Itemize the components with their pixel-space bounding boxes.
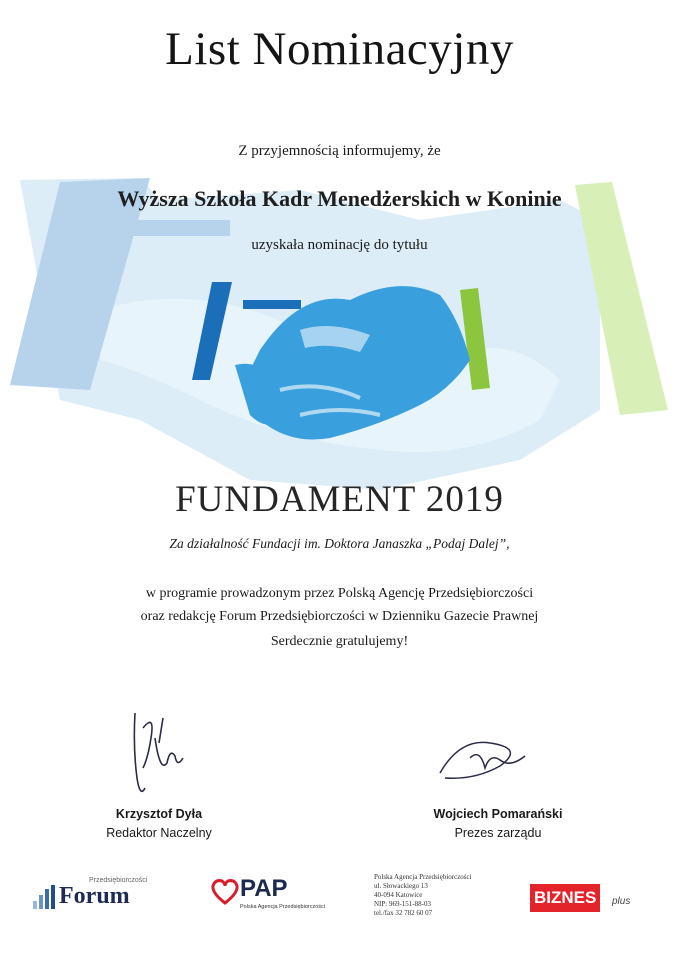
address-line-5: tel./fax 32 782 60 07 <box>374 909 433 917</box>
program-line-1: w programie prowadzonym przez Polską Agencję Przedsiębiorczości <box>145 586 534 601</box>
signatory-name-1: Krzysztof Dyła <box>115 807 203 821</box>
signature-right-image <box>430 728 540 788</box>
activity-text: Za działalność Fundacji im. Doktora Janaszka „Podaj Dalej”, <box>169 536 510 551</box>
pap-logo-text: PAP <box>240 875 288 902</box>
address-line-4: NIP: 969-151-88-03 <box>374 900 431 908</box>
biznes-plus-logo <box>530 884 645 914</box>
signature-left-image <box>115 698 205 808</box>
signatory-role-2: Prezes zarządu <box>454 826 542 840</box>
intro-text: Z przyjemnością informujemy, że <box>238 143 441 159</box>
signatory-name-2: Wojciech Pomarański <box>433 807 563 821</box>
signatory-role-1: Redaktor Naczelny <box>106 826 212 840</box>
forum-logo-small: Przedsiębiorczości <box>89 877 148 884</box>
forum-bars-icon <box>33 885 61 909</box>
nominated-text: uzyskała nominację do tytułu <box>251 237 428 253</box>
congratulations-text: Serdecznie gratulujemy! <box>270 634 409 649</box>
pap-heart-icon <box>210 877 240 905</box>
institution-name: Wyższa Szkoła Kadr Menedżerskich w Koninie <box>117 186 562 211</box>
address-line-1: Polska Agencja Przedsiębiorczości <box>374 873 472 881</box>
pap-logo <box>210 875 325 917</box>
pap-logo-subtext: Polska Agencja Przedsiębiorczości <box>240 904 325 910</box>
award-title: FUNDAMENT 2019 <box>175 479 504 520</box>
biznes-logo-plus: plus <box>612 896 631 907</box>
address-line-2: ul. Słowackiego 13 <box>374 882 428 890</box>
program-line-2: oraz redakcję Forum Przedsiębiorczości w Dzienniku Gazecie Prawnej <box>140 609 539 624</box>
forum-logo <box>33 877 148 911</box>
biznes-logo-text: BIZNES <box>530 884 600 912</box>
forum-logo-text: Forum <box>59 883 130 909</box>
document-title: List Nominacyjny <box>165 23 514 75</box>
footer-address <box>374 873 472 918</box>
address-line-3: 40-094 Katowice <box>374 891 423 899</box>
